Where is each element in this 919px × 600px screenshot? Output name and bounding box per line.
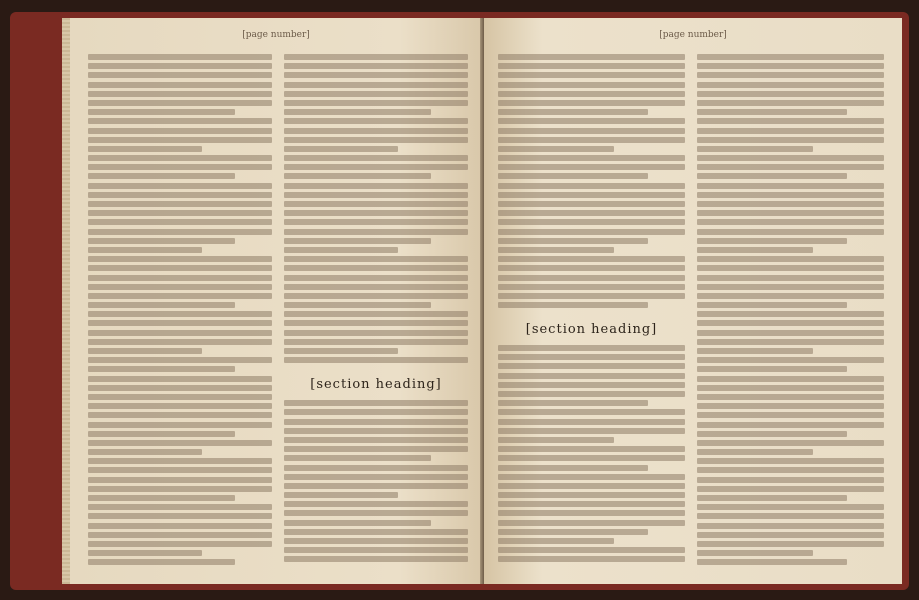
- text-line-placeholder: [88, 91, 272, 97]
- text-line-placeholder: [498, 238, 648, 244]
- text-line-placeholder: [88, 559, 235, 565]
- text-line-placeholder: [284, 348, 398, 354]
- text-line-placeholder: [284, 409, 468, 415]
- text-line-placeholder: [88, 422, 272, 428]
- text-line-placeholder: [284, 183, 468, 189]
- text-line-placeholder: [498, 128, 685, 134]
- text-line-placeholder: [498, 455, 685, 461]
- text-line-placeholder: [697, 330, 884, 336]
- text-line-placeholder: [284, 256, 468, 262]
- text-line-placeholder: [697, 146, 813, 152]
- text-line-placeholder: [284, 293, 468, 299]
- text-line-placeholder: [697, 348, 813, 354]
- text-line-placeholder: [498, 354, 685, 360]
- text-line-placeholder: [498, 547, 685, 553]
- text-line-placeholder: [284, 219, 468, 225]
- text-line-placeholder: [697, 128, 884, 134]
- text-line-placeholder: [697, 293, 884, 299]
- text-line-placeholder: [498, 72, 685, 78]
- text-line-placeholder: [697, 63, 884, 69]
- text-line-placeholder: [498, 109, 648, 115]
- text-line-placeholder: [88, 100, 272, 106]
- text-line-placeholder: [697, 495, 847, 501]
- page-stack-edge: [62, 18, 70, 584]
- text-line-placeholder: [284, 419, 468, 425]
- text-line-placeholder: [88, 449, 202, 455]
- text-line-placeholder: [88, 118, 272, 124]
- text-line-placeholder: [284, 137, 468, 143]
- text-line-placeholder: [697, 412, 884, 418]
- text-line-placeholder: [88, 219, 272, 225]
- text-line-placeholder: [697, 118, 884, 124]
- text-line-placeholder: [498, 345, 685, 351]
- text-line-placeholder: [284, 91, 468, 97]
- text-line-placeholder: [88, 403, 272, 409]
- text-line-placeholder: [498, 54, 685, 60]
- text-line-placeholder: [88, 550, 202, 556]
- text-line-placeholder: [697, 486, 884, 492]
- text-line-placeholder: [88, 394, 272, 400]
- text-line-placeholder: [697, 458, 884, 464]
- text-line-placeholder: [88, 173, 235, 179]
- text-line-placeholder: [697, 394, 884, 400]
- text-line-placeholder: [498, 146, 614, 152]
- text-line-placeholder: [284, 483, 468, 489]
- text-line-placeholder: [697, 100, 884, 106]
- text-line-placeholder: [284, 428, 468, 434]
- text-line-placeholder: [88, 412, 272, 418]
- text-line-placeholder: [498, 510, 685, 516]
- text-line-placeholder: [284, 275, 468, 281]
- text-line-placeholder: [697, 449, 813, 455]
- text-line-placeholder: [88, 155, 272, 161]
- text-line-placeholder: [284, 201, 468, 207]
- text-line-placeholder: [697, 72, 884, 78]
- text-line-placeholder: [284, 173, 431, 179]
- text-line-placeholder: [284, 320, 468, 326]
- text-line-placeholder: [498, 118, 685, 124]
- text-line-placeholder: [697, 403, 884, 409]
- text-line-placeholder: [88, 532, 272, 538]
- text-line-placeholder: [88, 54, 272, 60]
- text-line-placeholder: [284, 510, 468, 516]
- text-line-placeholder: [88, 146, 202, 152]
- text-line-placeholder: [498, 520, 685, 526]
- text-line-placeholder: [88, 440, 272, 446]
- text-line-placeholder: [697, 192, 884, 198]
- text-line-placeholder: [697, 523, 884, 529]
- text-line-placeholder: [498, 210, 685, 216]
- text-line-placeholder: [697, 477, 884, 483]
- text-line-placeholder: [697, 504, 884, 510]
- text-line-placeholder: [88, 201, 272, 207]
- text-line-placeholder: [498, 556, 685, 562]
- text-line-placeholder: [88, 229, 272, 235]
- text-line-placeholder: [88, 164, 272, 170]
- text-line-placeholder: [88, 431, 235, 437]
- text-line-placeholder: [498, 183, 685, 189]
- text-line-placeholder: [284, 128, 468, 134]
- text-line-placeholder: [284, 284, 468, 290]
- text-line-placeholder: [498, 173, 648, 179]
- text-line-placeholder: [284, 311, 468, 317]
- text-line-placeholder: [88, 256, 272, 262]
- text-line-placeholder: [88, 210, 272, 216]
- text-line-placeholder: [284, 54, 468, 60]
- text-line-placeholder: [498, 501, 685, 507]
- text-line-placeholder: [284, 465, 468, 471]
- text-line-placeholder: [498, 275, 685, 281]
- text-line-placeholder: [284, 437, 468, 443]
- text-line-placeholder: [284, 109, 431, 115]
- text-line-placeholder: [498, 192, 685, 198]
- text-line-placeholder: [498, 428, 685, 434]
- text-line-placeholder: [697, 201, 884, 207]
- text-line-placeholder: [284, 164, 468, 170]
- text-line-placeholder: [88, 357, 272, 363]
- text-line-placeholder: [498, 437, 614, 443]
- text-line-placeholder: [88, 467, 272, 473]
- text-line-placeholder: [88, 541, 272, 547]
- text-line-placeholder: [284, 155, 468, 161]
- text-line-placeholder: [697, 109, 847, 115]
- text-line-placeholder: [498, 284, 685, 290]
- right-page-number: [page number]: [659, 30, 727, 40]
- text-line-placeholder: [697, 284, 884, 290]
- text-line-placeholder: [88, 348, 202, 354]
- text-line-placeholder: [88, 275, 272, 281]
- right-section-heading: [section heading]: [525, 322, 658, 338]
- text-line-placeholder: [284, 492, 398, 498]
- text-line-placeholder: [284, 146, 398, 152]
- text-line-placeholder: [284, 538, 468, 544]
- text-line-placeholder: [88, 366, 235, 372]
- text-line-placeholder: [88, 376, 272, 382]
- text-line-placeholder: [284, 520, 431, 526]
- text-line-placeholder: [88, 109, 235, 115]
- left-column-1: [88, 54, 272, 569]
- text-line-placeholder: [88, 284, 272, 290]
- text-line-placeholder: [697, 256, 884, 262]
- text-line-placeholder: [284, 302, 431, 308]
- open-book: [10, 12, 909, 590]
- text-line-placeholder: [498, 529, 648, 535]
- text-line-placeholder: [498, 419, 685, 425]
- text-line-placeholder: [697, 54, 884, 60]
- text-line-placeholder: [498, 293, 685, 299]
- text-line-placeholder: [697, 82, 884, 88]
- text-line-placeholder: [498, 247, 614, 253]
- right-page: [484, 18, 902, 584]
- text-line-placeholder: [88, 63, 272, 69]
- text-line-placeholder: [88, 82, 272, 88]
- text-line-placeholder: [498, 373, 685, 379]
- text-line-placeholder: [697, 366, 847, 372]
- text-line-placeholder: [88, 477, 272, 483]
- text-line-placeholder: [88, 265, 272, 271]
- left-section-heading: [section heading]: [310, 377, 442, 393]
- text-line-placeholder: [697, 440, 884, 446]
- right-column-1: [498, 54, 685, 569]
- text-line-placeholder: [284, 229, 468, 235]
- left-page: [70, 18, 482, 584]
- text-line-placeholder: [697, 91, 884, 97]
- text-line-placeholder: [697, 376, 884, 382]
- text-line-placeholder: [284, 446, 468, 452]
- text-line-placeholder: [697, 219, 884, 225]
- text-line-placeholder: [88, 339, 272, 345]
- text-line-placeholder: [284, 556, 468, 562]
- text-line-placeholder: [697, 155, 884, 161]
- left-page-number: [page number]: [242, 30, 310, 40]
- text-line-placeholder: [498, 465, 648, 471]
- text-line-placeholder: [284, 192, 468, 198]
- text-line-placeholder: [498, 446, 685, 452]
- text-line-placeholder: [697, 532, 884, 538]
- text-line-placeholder: [284, 357, 468, 363]
- left-column-2: [284, 54, 468, 569]
- text-line-placeholder: [498, 492, 685, 498]
- text-line-placeholder: [498, 164, 685, 170]
- text-line-placeholder: [88, 385, 272, 391]
- text-line-placeholder: [284, 238, 431, 244]
- text-line-placeholder: [88, 247, 202, 253]
- text-line-placeholder: [284, 210, 468, 216]
- text-line-placeholder: [88, 486, 272, 492]
- right-column-2: [697, 54, 884, 569]
- text-line-placeholder: [697, 173, 847, 179]
- text-line-placeholder: [498, 100, 685, 106]
- text-line-placeholder: [498, 474, 685, 480]
- text-line-placeholder: [697, 320, 884, 326]
- text-line-placeholder: [697, 431, 847, 437]
- text-line-placeholder: [697, 559, 847, 565]
- text-line-placeholder: [697, 385, 884, 391]
- text-line-placeholder: [697, 137, 884, 143]
- text-line-placeholder: [697, 339, 884, 345]
- text-line-placeholder: [284, 330, 468, 336]
- text-line-placeholder: [88, 513, 272, 519]
- text-line-placeholder: [498, 483, 685, 489]
- text-line-placeholder: [284, 501, 468, 507]
- text-line-placeholder: [88, 330, 272, 336]
- text-line-placeholder: [88, 128, 272, 134]
- text-line-placeholder: [697, 357, 884, 363]
- text-line-placeholder: [88, 320, 272, 326]
- text-line-placeholder: [284, 100, 468, 106]
- text-line-placeholder: [88, 238, 235, 244]
- text-line-placeholder: [88, 504, 272, 510]
- text-line-placeholder: [88, 192, 272, 198]
- text-line-placeholder: [498, 63, 685, 69]
- text-line-placeholder: [498, 82, 685, 88]
- text-line-placeholder: [697, 513, 884, 519]
- text-line-placeholder: [498, 155, 685, 161]
- text-line-placeholder: [697, 467, 884, 473]
- text-line-placeholder: [498, 363, 685, 369]
- text-line-placeholder: [697, 183, 884, 189]
- text-line-placeholder: [284, 400, 468, 406]
- text-line-placeholder: [498, 538, 614, 544]
- text-line-placeholder: [697, 164, 884, 170]
- text-line-placeholder: [284, 247, 398, 253]
- text-line-placeholder: [498, 137, 685, 143]
- text-line-placeholder: [88, 523, 272, 529]
- text-line-placeholder: [498, 302, 648, 308]
- text-line-placeholder: [284, 339, 468, 345]
- text-line-placeholder: [284, 118, 468, 124]
- text-line-placeholder: [88, 293, 272, 299]
- text-line-placeholder: [284, 63, 468, 69]
- text-line-placeholder: [284, 529, 468, 535]
- text-line-placeholder: [498, 91, 685, 97]
- text-line-placeholder: [284, 547, 468, 553]
- text-line-placeholder: [498, 409, 685, 415]
- text-line-placeholder: [697, 311, 884, 317]
- text-line-placeholder: [697, 210, 884, 216]
- text-line-placeholder: [88, 311, 272, 317]
- text-line-placeholder: [284, 455, 431, 461]
- text-line-placeholder: [284, 265, 468, 271]
- text-line-placeholder: [697, 275, 884, 281]
- text-line-placeholder: [697, 302, 847, 308]
- text-line-placeholder: [697, 229, 884, 235]
- text-line-placeholder: [88, 137, 272, 143]
- text-line-placeholder: [498, 265, 685, 271]
- text-line-placeholder: [88, 183, 272, 189]
- text-line-placeholder: [88, 72, 272, 78]
- text-line-placeholder: [284, 72, 468, 78]
- text-line-placeholder: [284, 474, 468, 480]
- text-line-placeholder: [697, 247, 813, 253]
- text-line-placeholder: [498, 229, 685, 235]
- text-line-placeholder: [284, 82, 468, 88]
- text-line-placeholder: [697, 550, 813, 556]
- text-line-placeholder: [697, 541, 884, 547]
- text-line-placeholder: [498, 391, 685, 397]
- text-line-placeholder: [88, 302, 235, 308]
- text-line-placeholder: [88, 458, 272, 464]
- text-line-placeholder: [498, 382, 685, 388]
- text-line-placeholder: [498, 256, 685, 262]
- text-line-placeholder: [498, 219, 685, 225]
- text-line-placeholder: [88, 495, 235, 501]
- text-line-placeholder: [697, 265, 884, 271]
- text-line-placeholder: [498, 400, 648, 406]
- text-line-placeholder: [697, 238, 847, 244]
- text-line-placeholder: [498, 201, 685, 207]
- text-line-placeholder: [697, 422, 884, 428]
